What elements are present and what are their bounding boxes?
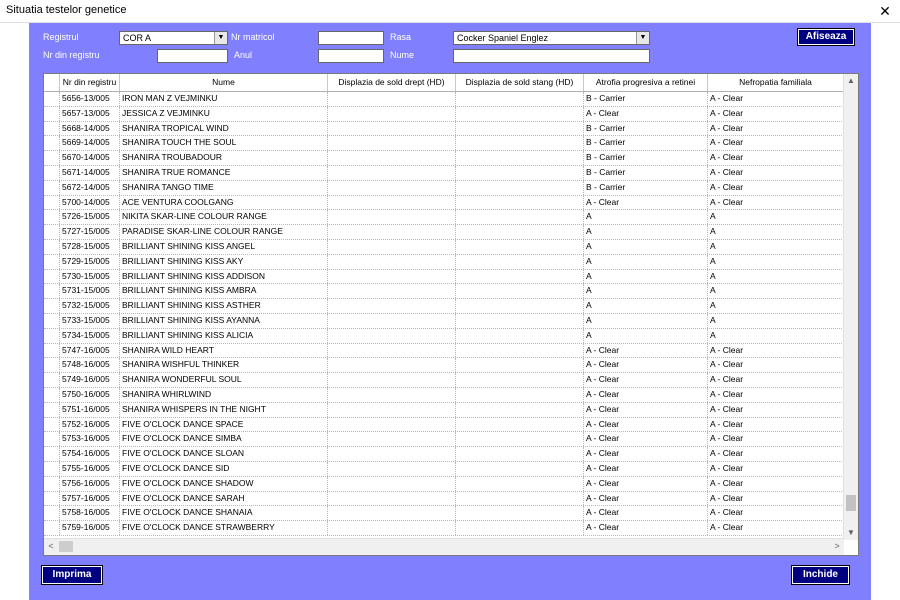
row-selector[interactable] (44, 181, 60, 195)
cell-atrofia-retinei[interactable]: A (584, 225, 708, 239)
cell-displazia-sold-drept[interactable] (328, 432, 456, 446)
grid-body[interactable] (44, 92, 844, 538)
cell-nefropatia-familiala[interactable]: A (708, 210, 844, 224)
cell-nr-din-registru[interactable]: 5750-16/005 (60, 388, 120, 402)
row-selector[interactable] (44, 521, 60, 535)
close-icon[interactable]: ✕ (879, 3, 891, 19)
cell-nume[interactable]: FIVE O'CLOCK DANCE STRAWBERRY (120, 521, 328, 535)
row-selector[interactable] (44, 373, 60, 387)
cell-atrofia-retinei[interactable]: A (584, 284, 708, 298)
cell-nume[interactable]: BRILLIANT SHINING KISS AMBRA (120, 284, 328, 298)
cell-nr-din-registru[interactable]: 5727-15/005 (60, 225, 120, 239)
registrul-label: Registrul (43, 32, 79, 42)
table-row[interactable] (44, 210, 844, 225)
cell-nume[interactable]: NIKITA SKAR-LINE COLOUR RANGE (120, 210, 328, 224)
cell-displazia-sold-stang[interactable] (456, 462, 584, 476)
cell-nefropatia-familiala[interactable]: A (708, 299, 844, 313)
cell-nefropatia-familiala[interactable]: A - Clear (708, 344, 844, 358)
row-selector[interactable] (44, 329, 60, 343)
nume-label: Nume (390, 50, 415, 60)
cell-displazia-sold-drept[interactable] (328, 136, 456, 150)
afiseaza-button[interactable]: Afiseaza (798, 29, 854, 45)
cell-displazia-sold-drept[interactable] (328, 240, 456, 254)
table-row[interactable] (44, 122, 844, 137)
row-selector[interactable] (44, 506, 60, 520)
cell-displazia-sold-stang[interactable] (456, 136, 584, 150)
cell-displazia-sold-drept[interactable] (328, 358, 456, 372)
nr-matricol-label: Nr matricol (231, 32, 275, 42)
cell-displazia-sold-drept[interactable] (328, 166, 456, 180)
cell-nr-din-registru[interactable]: 5752-16/005 (60, 418, 120, 432)
row-selector[interactable] (44, 196, 60, 210)
cell-nume[interactable]: SHANIRA TOUCH THE SOUL (120, 136, 328, 150)
table-row[interactable] (44, 388, 844, 403)
cell-displazia-sold-drept[interactable] (328, 210, 456, 224)
rasa-value: Cocker Spaniel Englez (457, 33, 549, 43)
cell-nefropatia-familiala[interactable]: A - Clear (708, 136, 844, 150)
table-row[interactable] (44, 151, 844, 166)
cell-displazia-sold-stang[interactable] (456, 373, 584, 387)
table-row[interactable] (44, 329, 844, 344)
table-row[interactable] (44, 432, 844, 447)
row-selector[interactable] (44, 358, 60, 372)
cell-nefropatia-familiala[interactable]: A - Clear (708, 403, 844, 417)
cell-nume[interactable]: BRILLIANT SHINING KISS ASTHER (120, 299, 328, 313)
cell-nefropatia-familiala[interactable]: A - Clear (708, 418, 844, 432)
row-selector[interactable] (44, 166, 60, 180)
table-row[interactable] (44, 299, 844, 314)
cell-atrofia-retinei[interactable]: A - Clear (584, 403, 708, 417)
cell-nefropatia-familiala[interactable]: A - Clear (708, 462, 844, 476)
cell-displazia-sold-drept[interactable] (328, 388, 456, 402)
chevron-down-icon[interactable]: ▼ (214, 32, 227, 44)
cell-displazia-sold-stang[interactable] (456, 447, 584, 461)
cell-nefropatia-familiala[interactable]: A - Clear (708, 447, 844, 461)
cell-nr-din-registru[interactable]: 5670-14/005 (60, 151, 120, 165)
cell-displazia-sold-stang[interactable] (456, 270, 584, 284)
cell-nefropatia-familiala[interactable]: A - Clear (708, 506, 844, 520)
cell-nr-din-registru[interactable]: 5748-16/005 (60, 358, 120, 372)
chevron-right-icon[interactable]: > (834, 541, 840, 551)
cell-nr-din-registru[interactable]: 5733-15/005 (60, 314, 120, 328)
cell-displazia-sold-stang[interactable] (456, 255, 584, 269)
cell-nefropatia-familiala[interactable]: A - Clear (708, 107, 844, 121)
cell-atrofia-retinei[interactable]: A - Clear (584, 492, 708, 506)
cell-nume[interactable]: BRILLIANT SHINING KISS ADDISON (120, 270, 328, 284)
table-row[interactable] (44, 314, 844, 329)
cell-atrofia-retinei[interactable]: A - Clear (584, 107, 708, 121)
cell-displazia-sold-stang[interactable] (456, 196, 584, 210)
cell-atrofia-retinei[interactable]: A - Clear (584, 521, 708, 535)
cell-nefropatia-familiala[interactable]: A (708, 270, 844, 284)
row-selector[interactable] (44, 255, 60, 269)
row-selector[interactable] (44, 432, 60, 446)
cell-displazia-sold-drept[interactable] (328, 181, 456, 195)
nr-din-registru-label: Nr din registru (43, 50, 100, 60)
row-selector[interactable] (44, 447, 60, 461)
table-row[interactable] (44, 418, 844, 433)
cell-nume[interactable]: FIVE O'CLOCK DANCE SLOAN (120, 447, 328, 461)
column-header-atrofia-retinei[interactable]: Atrofia progresiva a retinei (584, 74, 708, 91)
cell-nefropatia-familiala[interactable]: A - Clear (708, 432, 844, 446)
nr-matricol-input[interactable] (318, 31, 384, 45)
cell-nr-din-registru[interactable]: 5672-14/005 (60, 181, 120, 195)
row-selector[interactable] (44, 314, 60, 328)
cell-atrofia-retinei[interactable]: B - Carrier (584, 181, 708, 195)
cell-nume[interactable]: FIVE O'CLOCK DANCE SHANAIA (120, 506, 328, 520)
registrul-value: COR A (123, 33, 152, 43)
cell-nr-din-registru[interactable]: 5734-15/005 (60, 329, 120, 343)
table-row[interactable] (44, 136, 844, 151)
cell-nume[interactable]: BRILLIANT SHINING KISS AYANNA (120, 314, 328, 328)
cell-nefropatia-familiala[interactable]: A - Clear (708, 181, 844, 195)
cell-displazia-sold-drept[interactable] (328, 403, 456, 417)
cell-nr-din-registru[interactable]: 5749-16/005 (60, 373, 120, 387)
cell-atrofia-retinei[interactable]: B - Carrier (584, 166, 708, 180)
cell-nume[interactable]: SHANIRA TANGO TIME (120, 181, 328, 195)
table-row[interactable] (44, 477, 844, 492)
cell-nefropatia-familiala[interactable]: A (708, 225, 844, 239)
table-row[interactable] (44, 181, 844, 196)
cell-nefropatia-familiala[interactable]: A - Clear (708, 492, 844, 506)
table-row[interactable] (44, 344, 844, 359)
cell-nume[interactable]: ACE VENTURA COOLGANG (120, 196, 328, 210)
table-row[interactable] (44, 255, 844, 270)
row-selector[interactable] (44, 403, 60, 417)
row-selector[interactable] (44, 462, 60, 476)
column-header-displazia-sold-stang[interactable]: Displazia de sold stang (HD) (456, 74, 584, 91)
cell-nr-din-registru[interactable]: 5754-16/005 (60, 447, 120, 461)
table-row[interactable] (44, 196, 844, 211)
cell-displazia-sold-stang[interactable] (456, 92, 584, 106)
cell-displazia-sold-stang[interactable] (456, 506, 584, 520)
cell-atrofia-retinei[interactable]: A (584, 314, 708, 328)
inchide-button[interactable]: Inchide (792, 566, 849, 584)
cell-displazia-sold-drept[interactable] (328, 329, 456, 343)
cell-atrofia-retinei[interactable]: A - Clear (584, 432, 708, 446)
cell-displazia-sold-drept[interactable] (328, 492, 456, 506)
cell-displazia-sold-stang[interactable] (456, 166, 584, 180)
cell-displazia-sold-drept[interactable] (328, 314, 456, 328)
cell-atrofia-retinei[interactable]: B - Carrier (584, 136, 708, 150)
registrul-select[interactable] (119, 31, 228, 45)
cell-nr-din-registru[interactable]: 5755-16/005 (60, 462, 120, 476)
table-row[interactable] (44, 284, 844, 299)
cell-nr-din-registru[interactable]: 5668-14/005 (60, 122, 120, 136)
table-row[interactable] (44, 521, 844, 536)
cell-atrofia-retinei[interactable]: A - Clear (584, 506, 708, 520)
cell-nefropatia-familiala[interactable]: A (708, 240, 844, 254)
cell-displazia-sold-drept[interactable] (328, 122, 456, 136)
row-selector[interactable] (44, 107, 60, 121)
cell-nume[interactable]: FIVE O'CLOCK DANCE SPACE (120, 418, 328, 432)
cell-nefropatia-familiala[interactable]: A (708, 255, 844, 269)
cell-nr-din-registru[interactable]: 5758-16/005 (60, 506, 120, 520)
chevron-down-icon[interactable]: ▼ (847, 528, 855, 537)
cell-displazia-sold-drept[interactable] (328, 92, 456, 106)
horizontal-scroll-thumb[interactable] (59, 541, 73, 552)
results-grid[interactable] (43, 73, 859, 556)
cell-atrofia-retinei[interactable]: B - Carrier (584, 122, 708, 136)
row-selector[interactable] (44, 136, 60, 150)
cell-displazia-sold-drept[interactable] (328, 270, 456, 284)
cell-displazia-sold-stang[interactable] (456, 477, 584, 491)
cell-nr-din-registru[interactable]: 5756-16/005 (60, 477, 120, 491)
cell-atrofia-retinei[interactable]: A - Clear (584, 344, 708, 358)
cell-atrofia-retinei[interactable]: A (584, 255, 708, 269)
cell-nefropatia-familiala[interactable]: A - Clear (708, 196, 844, 210)
cell-displazia-sold-drept[interactable] (328, 418, 456, 432)
cell-nume[interactable]: SHANIRA TROPICAL WIND (120, 122, 328, 136)
row-selector[interactable] (44, 210, 60, 224)
cell-nume[interactable]: SHANIRA TROUBADOUR (120, 151, 328, 165)
cell-displazia-sold-stang[interactable] (456, 329, 584, 343)
cell-nefropatia-familiala[interactable]: A - Clear (708, 151, 844, 165)
row-selector[interactable] (44, 92, 60, 106)
cell-atrofia-retinei[interactable]: B - Carrier (584, 151, 708, 165)
table-row[interactable] (44, 270, 844, 285)
cell-atrofia-retinei[interactable]: A - Clear (584, 447, 708, 461)
form-client-area (29, 23, 871, 600)
cell-displazia-sold-stang[interactable] (456, 492, 584, 506)
table-row[interactable] (44, 447, 844, 462)
cell-displazia-sold-stang[interactable] (456, 151, 584, 165)
nume-input[interactable] (453, 49, 650, 63)
chevron-up-icon[interactable]: ▲ (847, 76, 855, 85)
cell-atrofia-retinei[interactable]: A - Clear (584, 477, 708, 491)
cell-nr-din-registru[interactable]: 5753-16/005 (60, 432, 120, 446)
cell-nume[interactable]: SHANIRA WILD HEART (120, 344, 328, 358)
cell-nr-din-registru[interactable]: 5759-16/005 (60, 521, 120, 535)
cell-displazia-sold-drept[interactable] (328, 521, 456, 535)
window-title: Situatia testelor genetice (6, 4, 127, 16)
cell-displazia-sold-drept[interactable] (328, 447, 456, 461)
cell-nefropatia-familiala[interactable]: A (708, 314, 844, 328)
horizontal-scrollbar[interactable] (44, 538, 844, 555)
table-row[interactable] (44, 225, 844, 240)
row-selector[interactable] (44, 418, 60, 432)
column-header-nr-din-registru[interactable]: Nr din registru (60, 74, 120, 91)
cell-nume[interactable]: SHANIRA WHIRLWIND (120, 388, 328, 402)
cell-atrofia-retinei[interactable]: A (584, 270, 708, 284)
cell-atrofia-retinei[interactable]: A - Clear (584, 358, 708, 372)
table-row[interactable] (44, 506, 844, 521)
cell-nume[interactable]: BRILLIANT SHINING KISS ALICIA (120, 329, 328, 343)
cell-nefropatia-familiala[interactable]: A - Clear (708, 122, 844, 136)
cell-nr-din-registru[interactable]: 5728-15/005 (60, 240, 120, 254)
cell-atrofia-retinei[interactable]: A - Clear (584, 373, 708, 387)
cell-nr-din-registru[interactable]: 5751-16/005 (60, 403, 120, 417)
row-selector[interactable] (44, 284, 60, 298)
cell-displazia-sold-stang[interactable] (456, 225, 584, 239)
nr-din-registru-input[interactable] (157, 49, 228, 63)
row-selector[interactable] (44, 477, 60, 491)
column-header-displazia-sold-drept[interactable]: Displazia de sold drept (HD) (328, 74, 456, 91)
cell-nume[interactable]: PARADISE SKAR-LINE COLOUR RANGE (120, 225, 328, 239)
cell-nefropatia-familiala[interactable]: A (708, 329, 844, 343)
cell-displazia-sold-stang[interactable] (456, 299, 584, 313)
cell-displazia-sold-drept[interactable] (328, 477, 456, 491)
chevron-down-icon[interactable]: ▼ (636, 32, 649, 44)
row-selector[interactable] (44, 388, 60, 402)
cell-nr-din-registru[interactable]: 5656-13/005 (60, 92, 120, 106)
cell-nume[interactable]: FIVE O'CLOCK DANCE SIMBA (120, 432, 328, 446)
rasa-select[interactable] (453, 31, 650, 45)
cell-displazia-sold-drept[interactable] (328, 255, 456, 269)
cell-nr-din-registru[interactable]: 5730-15/005 (60, 270, 120, 284)
cell-displazia-sold-stang[interactable] (456, 432, 584, 446)
cell-atrofia-retinei[interactable]: B - Carrier (584, 92, 708, 106)
cell-displazia-sold-stang[interactable] (456, 122, 584, 136)
cell-displazia-sold-drept[interactable] (328, 344, 456, 358)
cell-displazia-sold-drept[interactable] (328, 299, 456, 313)
cell-displazia-sold-stang[interactable] (456, 344, 584, 358)
cell-displazia-sold-stang[interactable] (456, 403, 584, 417)
cell-nefropatia-familiala[interactable]: A - Clear (708, 373, 844, 387)
cell-atrofia-retinei[interactable]: A (584, 210, 708, 224)
cell-nume[interactable]: FIVE O'CLOCK DANCE SID (120, 462, 328, 476)
cell-nr-din-registru[interactable]: 5732-15/005 (60, 299, 120, 313)
row-selector[interactable] (44, 492, 60, 506)
table-row[interactable] (44, 92, 844, 107)
row-selector[interactable] (44, 299, 60, 313)
cell-displazia-sold-stang[interactable] (456, 358, 584, 372)
cell-nr-din-registru[interactable]: 5657-13/005 (60, 107, 120, 121)
cell-atrofia-retinei[interactable]: A - Clear (584, 388, 708, 402)
cell-displazia-sold-stang[interactable] (456, 418, 584, 432)
cell-displazia-sold-stang[interactable] (456, 210, 584, 224)
table-row[interactable] (44, 358, 844, 373)
cell-atrofia-retinei[interactable]: A (584, 240, 708, 254)
cell-nefropatia-familiala[interactable]: A (708, 284, 844, 298)
vertical-scrollbar[interactable] (843, 74, 858, 540)
cell-displazia-sold-stang[interactable] (456, 521, 584, 535)
table-row[interactable] (44, 240, 844, 255)
table-row[interactable] (44, 462, 844, 477)
cell-nr-din-registru[interactable]: 5731-15/005 (60, 284, 120, 298)
anul-input[interactable] (318, 49, 384, 63)
cell-nume[interactable]: SHANIRA WONDERFUL SOUL (120, 373, 328, 387)
cell-displazia-sold-stang[interactable] (456, 181, 584, 195)
row-selector-header (44, 74, 60, 91)
cell-displazia-sold-stang[interactable] (456, 240, 584, 254)
table-row[interactable] (44, 403, 844, 418)
cell-displazia-sold-stang[interactable] (456, 314, 584, 328)
cell-displazia-sold-drept[interactable] (328, 107, 456, 121)
cell-nr-din-registru[interactable]: 5757-16/005 (60, 492, 120, 506)
row-selector[interactable] (44, 240, 60, 254)
cell-displazia-sold-drept[interactable] (328, 506, 456, 520)
cell-displazia-sold-drept[interactable] (328, 462, 456, 476)
row-selector[interactable] (44, 344, 60, 358)
cell-nr-din-registru[interactable]: 5747-16/005 (60, 344, 120, 358)
imprima-button[interactable]: Imprima (42, 566, 102, 584)
cell-displazia-sold-drept[interactable] (328, 151, 456, 165)
cell-nefropatia-familiala[interactable]: A - Clear (708, 166, 844, 180)
row-selector[interactable] (44, 270, 60, 284)
anul-label: Anul (234, 50, 253, 60)
cell-nume[interactable]: SHANIRA TRUE ROMANCE (120, 166, 328, 180)
cell-nume[interactable]: SHANIRA WISHFUL THINKER (120, 358, 328, 372)
cell-nume[interactable]: SHANIRA WHISPERS IN THE NIGHT (120, 403, 328, 417)
row-selector[interactable] (44, 122, 60, 136)
cell-nume[interactable]: FIVE O'CLOCK DANCE SARAH (120, 492, 328, 506)
column-header-nefropatia-familiala[interactable]: Nefropatia familiala (708, 74, 844, 91)
cell-nr-din-registru[interactable]: 5700-14/005 (60, 196, 120, 210)
grid-header (44, 74, 844, 92)
title-bar (0, 0, 900, 23)
table-row[interactable] (44, 492, 844, 507)
cell-atrofia-retinei[interactable]: A - Clear (584, 462, 708, 476)
table-row[interactable] (44, 373, 844, 388)
cell-nefropatia-familiala[interactable]: A - Clear (708, 521, 844, 535)
cell-atrofia-retinei[interactable]: A - Clear (584, 418, 708, 432)
cell-nefropatia-familiala[interactable]: A - Clear (708, 477, 844, 491)
row-selector[interactable] (44, 151, 60, 165)
cell-nume[interactable]: IRON MAN Z VEJMINKU (120, 92, 328, 106)
cell-nefropatia-familiala[interactable]: A - Clear (708, 92, 844, 106)
cell-nume[interactable]: FIVE O'CLOCK DANCE SHADOW (120, 477, 328, 491)
chevron-left-icon[interactable]: < (48, 541, 54, 551)
column-header-nume[interactable]: Nume (120, 74, 328, 91)
cell-nr-din-registru[interactable]: 5669-14/005 (60, 136, 120, 150)
table-row[interactable] (44, 166, 844, 181)
cell-atrofia-retinei[interactable]: A (584, 329, 708, 343)
cell-nume[interactable]: JESSICA Z VEJMINKU (120, 107, 328, 121)
cell-nume[interactable]: BRILLIANT SHINING KISS ANGEL (120, 240, 328, 254)
cell-nr-din-registru[interactable]: 5671-14/005 (60, 166, 120, 180)
cell-displazia-sold-drept[interactable] (328, 284, 456, 298)
cell-displazia-sold-stang[interactable] (456, 284, 584, 298)
vertical-scroll-thumb[interactable] (846, 495, 856, 511)
table-row[interactable] (44, 107, 844, 122)
row-selector[interactable] (44, 225, 60, 239)
cell-nr-din-registru[interactable]: 5729-15/005 (60, 255, 120, 269)
cell-displazia-sold-drept[interactable] (328, 373, 456, 387)
rasa-label: Rasa (390, 32, 412, 42)
cell-nume[interactable]: BRILLIANT SHINING KISS AKY (120, 255, 328, 269)
cell-displazia-sold-stang[interactable] (456, 107, 584, 121)
cell-atrofia-retinei[interactable]: A - Clear (584, 196, 708, 210)
cell-displazia-sold-drept[interactable] (328, 225, 456, 239)
cell-displazia-sold-drept[interactable] (328, 196, 456, 210)
cell-nefropatia-familiala[interactable]: A - Clear (708, 358, 844, 372)
cell-atrofia-retinei[interactable]: A (584, 299, 708, 313)
cell-nr-din-registru[interactable]: 5726-15/005 (60, 210, 120, 224)
cell-displazia-sold-stang[interactable] (456, 388, 584, 402)
cell-nefropatia-familiala[interactable]: A - Clear (708, 388, 844, 402)
